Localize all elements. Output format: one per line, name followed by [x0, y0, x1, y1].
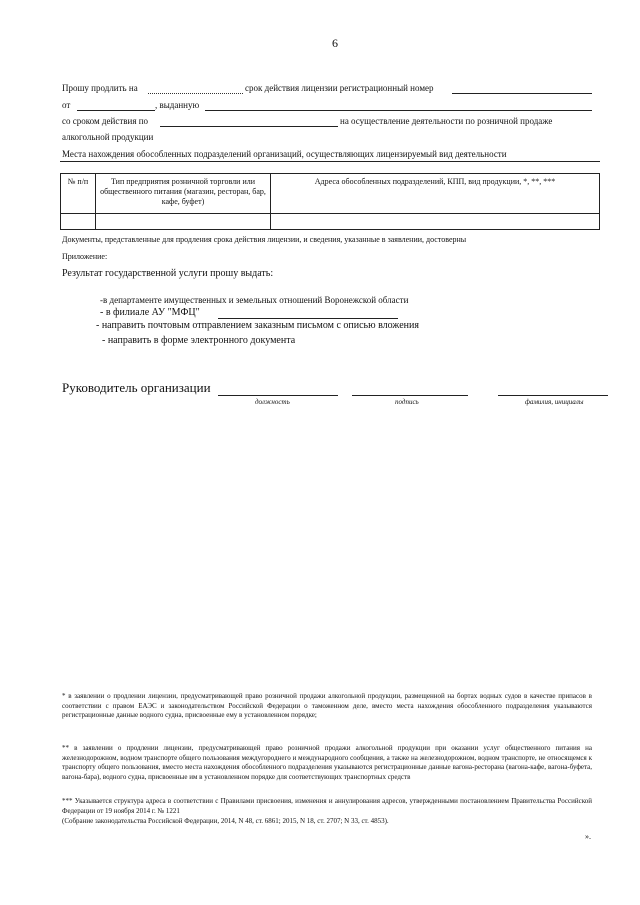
footnote-1: * в заявлении о продлении лицензии, предусматривающей право розничной продажи алкогольной продукции, размещенной на бортах водных судов в качестве припасов в соответствии с правом ЕАЭС и законодательством Российской Федерации о таможенном деле, вместо места нахождения обособленного подразделения указываются регистрационные данные водного судна, присвоенные ему в установленном порядке;: [62, 692, 592, 719]
license-number-field[interactable]: [452, 93, 592, 94]
table-cell-type[interactable]: [96, 214, 271, 230]
option-mfc[interactable]: - в филиале АУ "МФЦ": [100, 307, 200, 318]
head-of-organization-label: Руководитель организации: [62, 380, 211, 395]
page-number: 6: [332, 36, 338, 50]
col-address-header: Адреса обособленных подразделений, КПП, вид продукции, *, **, ***: [271, 174, 600, 214]
footnote-3: *** Указывается структура адреса в соответствии с Правилами присвоения, изменения и аннулирования адресов, утвержденными постановлением Правительства Российской Федерации от 19 ноября 2014 г. № 1221: [62, 797, 592, 815]
request-extend-label: Прошу продлить на: [62, 83, 138, 93]
signature-field[interactable]: [352, 395, 468, 396]
validity-date-field[interactable]: [160, 126, 338, 127]
locations-heading: Места нахождения обособленных подразделений организаций, осуществляющих лицензируемый вид деятельности: [62, 149, 507, 159]
position-field[interactable]: [218, 395, 338, 396]
license-number-label: срок действия лицензии регистрационный номер: [245, 83, 434, 93]
issue-date-field[interactable]: [77, 110, 155, 111]
extend-period-field[interactable]: [148, 93, 243, 94]
validity-label: со сроком действия по: [62, 116, 149, 126]
alcohol-products-label: алкогольной продукции: [62, 132, 154, 142]
locations-underline: [60, 161, 600, 162]
activity-label: на осуществление деятельности по розничной продаже: [340, 116, 553, 126]
option-department[interactable]: -в департаменте имущественных и земельных отношений Воронежской области: [100, 295, 409, 305]
from-label: от: [62, 100, 71, 110]
attachment-label: Приложение:: [62, 252, 108, 261]
footnote-source: (Собрание законодательства Российской Федерации, 2014, N 48, ст. 6861; 2015, N 18, ст. 2707; N 33, ст. 4853).: [62, 817, 389, 825]
locations-table: [60, 173, 600, 230]
documents-note: Документы, представленные для продления срока действия лицензии, и сведения, указанные в заявлении, достоверны: [62, 235, 467, 244]
col-number-header: № п/п: [61, 174, 96, 214]
result-title: Результат государственной услуги прошу выдать:: [62, 268, 274, 279]
position-caption: должность: [255, 398, 290, 406]
col-type-header: Тип предприятия розничной торговли или общественного питания (магазин, ресторан, бар, кафе, буфет): [96, 174, 271, 214]
name-caption: фамилия, инициалы: [525, 398, 584, 406]
mfc-branch-field[interactable]: [218, 318, 398, 319]
issued-by-label: , выданную: [155, 100, 200, 110]
name-field[interactable]: [498, 395, 608, 396]
option-electronic[interactable]: - направить в форме электронного документа: [102, 335, 296, 346]
footnote-2: ** в заявлении о продлении лицензии, предусматривающей право розничной продажи алкогольной продукции при оказании услуг общественного питания на железнодорожном, водном транспорте общего пользования междугороднего и международного сообщения, а также на железнодорожном, водном транспорте, не относящемся к транспорту общего пользования, вместо места нахождения обособленного подразделения указываются регистрационные данные вагона-ресторана (вагона-кафе, вагона-буфета, вагона-бара), водного судна, присвоенные им в установленном порядке для соответствующих транспортных средств: [62, 744, 592, 781]
closing-mark: ».: [585, 832, 591, 841]
signature-caption: подпись: [395, 398, 419, 406]
table-cell-number[interactable]: [61, 214, 96, 230]
issued-by-field[interactable]: [205, 110, 592, 111]
table-cell-address[interactable]: [271, 214, 600, 230]
option-mail[interactable]: - направить почтовым отправлением заказным письмом с описью вложения: [96, 320, 419, 331]
